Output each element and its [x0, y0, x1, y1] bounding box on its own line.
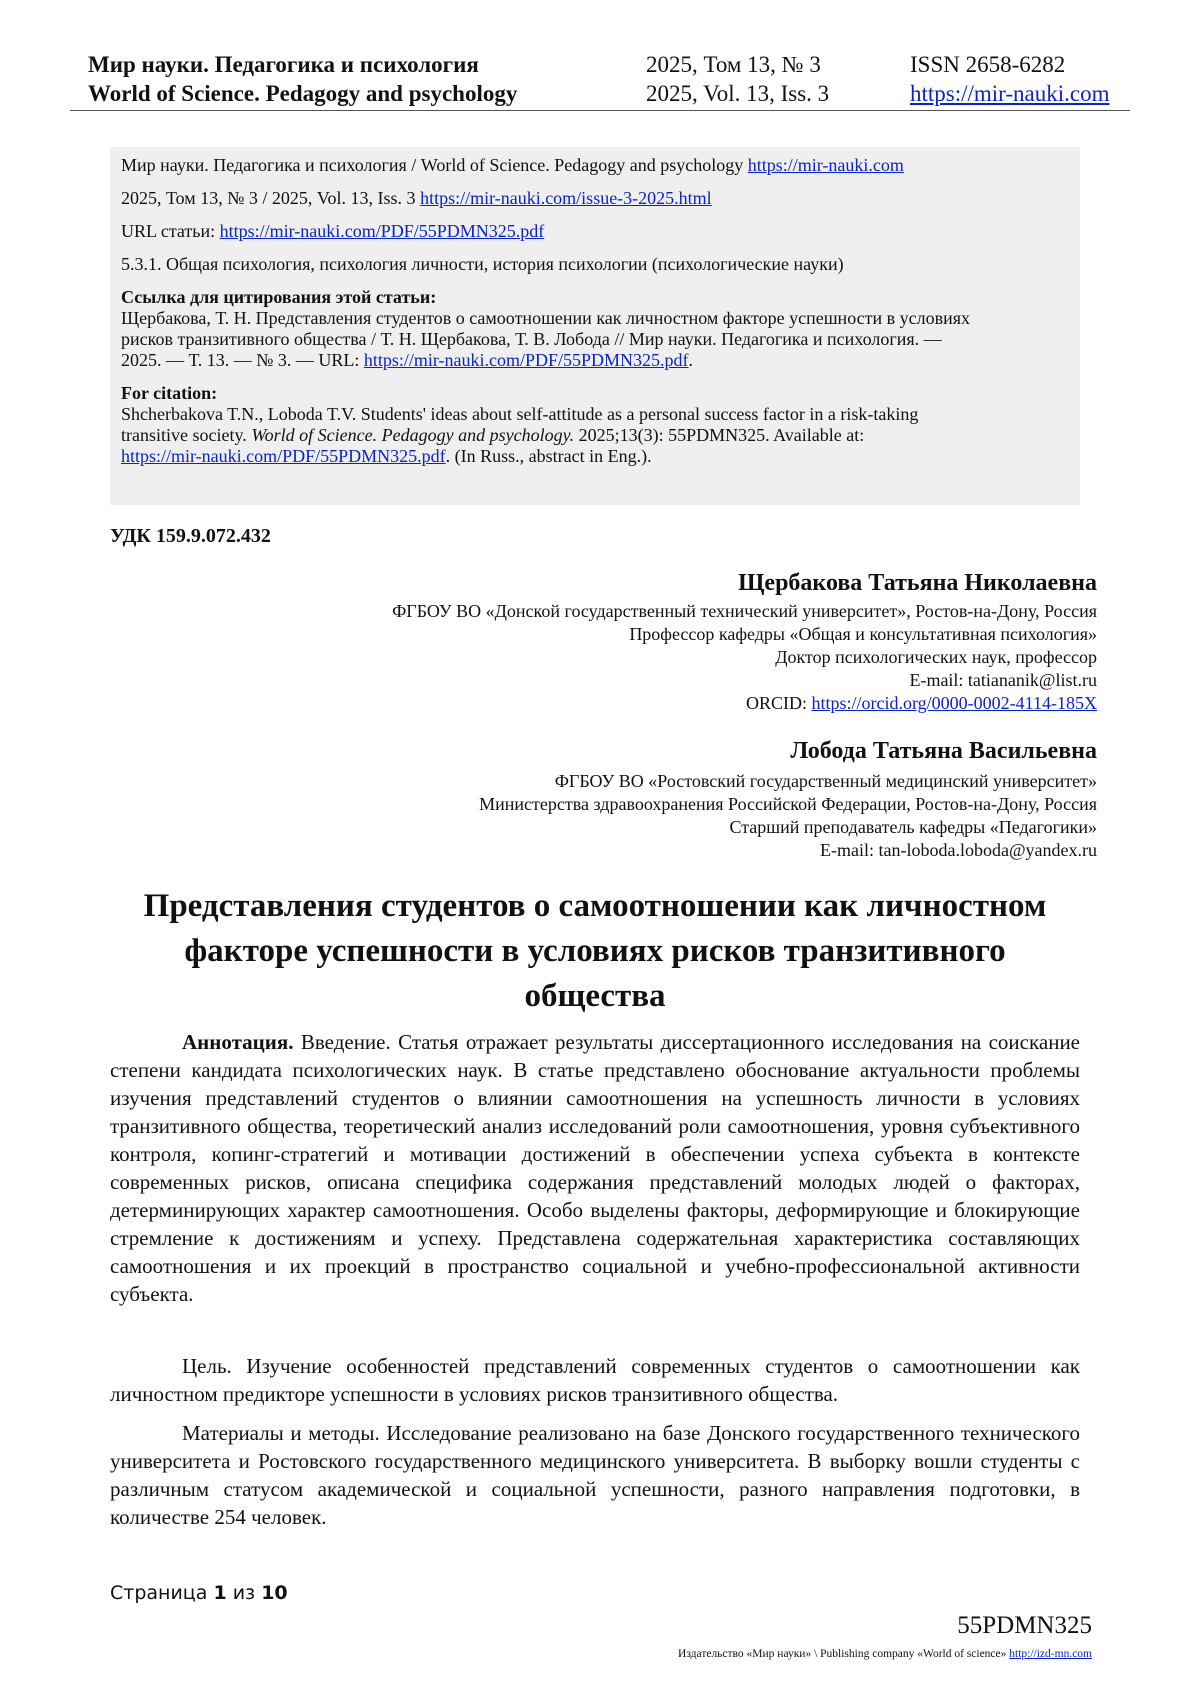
header-row-en — [88, 81, 1130, 111]
journal-header — [88, 50, 1130, 112]
citation-en-end: . (In Russ., abstract in Eng.). — [445, 446, 652, 466]
journal-link[interactable]: https://mir-nauki.com — [747, 155, 904, 175]
publisher-text: Издательство «Мир науки» \ Publishing company «World of science» — [678, 1648, 1010, 1660]
publisher-link[interactable]: http://izd-mn.com — [1009, 1648, 1092, 1660]
issue-line — [121, 188, 712, 209]
issue-line-text: 2025, Том 13, № 3 / 2025, Vol. 13, Iss. 3 — [121, 188, 421, 208]
citation-en-details: 2025;13(3): 55PDMN325. Available at: — [574, 425, 865, 445]
article-code: 55PDMN325 — [957, 1612, 1092, 1639]
author2-name: Лобода Татьяна Васильевна — [790, 738, 1097, 764]
journal-line — [121, 155, 904, 176]
page-total: 10 — [261, 1582, 288, 1604]
author2-email: E-mail: tan-loboda.loboda@yandex.ru — [820, 840, 1097, 860]
citation-en-line3 — [121, 446, 652, 467]
header-divider — [70, 110, 1130, 111]
author1-email: E-mail: tatiananik@list.ru — [909, 670, 1097, 690]
citation-en-journal: World of Science. Pedagogy and psychology. — [251, 425, 575, 445]
author1-name: Щербакова Татьяна Николаевна — [738, 570, 1097, 596]
issue-ru: 2025, Том 13, № 3 — [646, 52, 821, 77]
article-url-link[interactable]: https://mir-nauki.com/PDF/55PDMN325.pdf — [219, 221, 545, 241]
issn: ISSN 2658-6282 — [910, 52, 1066, 77]
citation-en-text: transitive society. — [121, 425, 252, 445]
citation-en-link[interactable]: https://mir-nauki.com/PDF/55PDMN325.pdf — [121, 446, 446, 466]
abstract-paragraph — [110, 1028, 1080, 1308]
citation-en-line1: Shcherbakova T.N., Loboda T.V. Students' ideas about self-attitude as a personal success factor in a risk-taking — [121, 404, 919, 424]
issue-en: 2025, Vol. 13, Iss. 3 — [646, 81, 830, 106]
issue-link[interactable]: https://mir-nauki.com/issue-3-2025.html — [420, 188, 712, 208]
journal-title-ru: Мир науки. Педагогика и психология — [88, 52, 479, 77]
article-info-box — [110, 147, 1080, 505]
goal-paragraph — [110, 1352, 1080, 1408]
orcid-label: ORCID: — [746, 693, 812, 713]
page-current: 1 — [213, 1582, 227, 1604]
journal-line-text: Мир науки. Педагогика и психология / World of Science. Pedagogy and psychology — [121, 155, 748, 175]
author1-degree: Доктор психологических наук, профессор — [775, 647, 1097, 667]
page-prefix: Страница — [110, 1582, 214, 1604]
citation-ru-line2: рисков транзитивного общества / Т. Н. Щербакова, Т. В. Лобода // Мир науки. Педагогика и психология. — — [121, 329, 942, 349]
methods-text: Материалы и методы. Исследование реализовано на базе Донского государственного технического университета и Ростовского государственного медицинского университета. В выборку вошли студенты с различным статусом академической и социальной успешности, разного направления подготовки, в количестве 254 человек. — [110, 1421, 1080, 1529]
article-url-label: URL статьи: — [121, 221, 220, 241]
specialty-line: 5.3.1. Общая психология, психология личности, история психологии (психологические науки) — [121, 254, 844, 274]
goal-text: Цель. Изучение особенностей представлений современных студентов о самоотношении как личностном предикторе успешности в условиях рисков транзитивного общества. — [110, 1354, 1080, 1406]
header-row-ru — [88, 52, 1130, 82]
abstract-text: Введение. Статья отражает результаты диссертационного исследования на соискание степени кандидата психологических наук. В статье представлено обоснование актуальности проблемы изучения представлений студентов о влиянии самоотношения на успешность личности в условиях транзитивного общества, теоретический анализ исследований роли самоотношения, уровня субъективного контроля, копинг-стратегий и мотивации достижений в обеспечении успеха субъекта в контексте современных рисков, описана специфика содержания представлений молодых людей о факторах, детерминирующих характер самоотношения. Особо выделены факторы, деформирующие и блокирующие стремление к достижениям и успеху. Представлена содержательная характеристика составляющих самоотношения и их проекций в пространство социальной и учебно-профессиональной активности субъекта. — [110, 1030, 1080, 1306]
page-number — [110, 1582, 288, 1604]
author2-affiliation2: Министерства здравоохранения Российской Федерации, Ростов-на-Дону, Россия — [479, 794, 1097, 814]
citation-en-heading: For citation: — [121, 383, 218, 403]
author2-affiliation1: ФГБОУ ВО «Ростовский государственный медицинский университет» — [554, 771, 1097, 791]
author1-position: Профессор кафедры «Общая и консультативная психология» — [629, 624, 1097, 644]
page-mid: из — [226, 1582, 262, 1604]
journal-site-link[interactable]: https://mir-nauki.com — [910, 81, 1110, 106]
journal-title-en: World of Science. Pedagogy and psychology — [88, 81, 518, 106]
author1-orcid — [746, 693, 1097, 714]
author1-affiliation: ФГБОУ ВО «Донской государственный технический университет», Ростов-на-Дону, Россия — [392, 601, 1097, 621]
udk-code: УДК 159.9.072.432 — [110, 525, 271, 547]
orcid-link[interactable]: https://orcid.org/0000-0002-4114-185X — [811, 693, 1097, 713]
publisher-line — [678, 1648, 1092, 1660]
article-title: Представления студентов о самоотношении как личностном факторе успешности в условиях рисков транзитивного общества — [143, 888, 1047, 1014]
citation-ru-line1: Щербакова, Т. Н. Представления студентов о самоотношении как личностном факторе успешности в условиях — [121, 308, 971, 328]
author2-position: Старший преподаватель кафедры «Педагогики» — [729, 817, 1097, 837]
citation-ru-end: . — [688, 350, 694, 370]
citation-en-line2 — [121, 425, 864, 446]
citation-ru-text: 2025. — Т. 13. — № 3. — URL: — [121, 350, 364, 370]
article-url-line — [121, 221, 544, 242]
citation-ru-link[interactable]: https://mir-nauki.com/PDF/55PDMN325.pdf — [363, 350, 689, 370]
citation-ru-line3 — [121, 350, 693, 371]
abstract-label: Аннотация. — [182, 1030, 294, 1054]
methods-paragraph — [110, 1419, 1080, 1531]
citation-ru-heading: Ссылка для цитирования этой статьи: — [121, 287, 437, 307]
